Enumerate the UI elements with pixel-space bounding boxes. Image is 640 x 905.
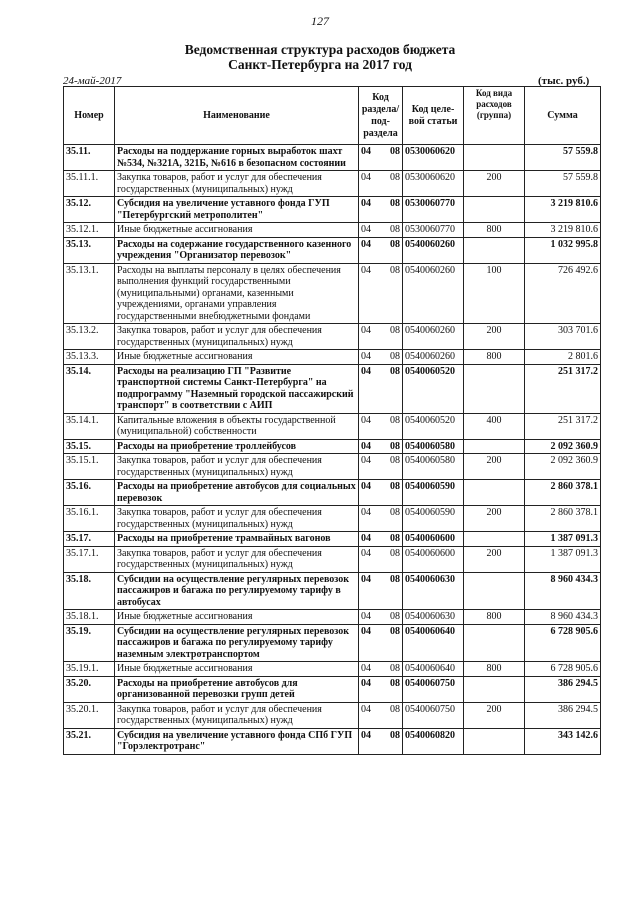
row-expense-type — [464, 237, 525, 263]
row-number: 35.11. — [64, 145, 115, 171]
row-number: 35.13.3. — [64, 350, 115, 365]
row-section: 04 — [361, 238, 371, 250]
row-name: Закупка товаров, работ и услуг для обеспечения государственных (муниципальных) нужд — [115, 171, 359, 197]
row-subsection: 08 — [390, 264, 400, 276]
row-subsection: 08 — [390, 198, 400, 209]
row-amount: 6 728 905.6 — [525, 624, 601, 662]
row-amount: 3 219 810.6 — [525, 197, 601, 223]
row-section-code — [359, 676, 403, 702]
row-number: 35.18. — [64, 572, 115, 610]
row-amount: 8 960 434.3 — [525, 572, 601, 610]
row-expense-type — [464, 145, 525, 171]
row-name: Закупка товаров, работ и услуг для обеспечения государственных (муниципальных) нужд — [115, 454, 359, 480]
row-amount: 386 294.5 — [525, 676, 601, 702]
row-amount: 251 317.2 — [525, 413, 601, 439]
row-number: 35.15. — [64, 439, 115, 454]
table-row — [64, 480, 601, 506]
row-subsection: 08 — [390, 440, 400, 452]
row-expense-type — [464, 480, 525, 506]
table-row — [64, 413, 601, 439]
row-expense-type: 400 — [464, 413, 525, 439]
row-target-code: 0540060640 — [403, 662, 464, 677]
row-target-code: 0540060260 — [403, 350, 464, 365]
row-amount: 57 559.8 — [525, 171, 601, 197]
row-expense-type: 100 — [464, 263, 525, 324]
row-number: 35.13. — [64, 237, 115, 263]
row-expense-type — [464, 624, 525, 662]
row-name: Расходы на приобретение автобусов для организованной перевозки групп детей — [115, 676, 359, 702]
units-label: (тыс. руб.) — [538, 75, 590, 87]
row-section: 04 — [361, 547, 371, 559]
row-name: Расходы на выплаты персоналу в целях обеспечения выполнения функций государственными (муниципальными) органами, казенными учреждениями, органами управления государственными внебюджетными фондами — [115, 263, 359, 324]
row-number: 35.15.1. — [64, 454, 115, 480]
row-target-code: 0540060640 — [403, 624, 464, 662]
row-section: 04 — [361, 146, 371, 157]
table-row — [64, 171, 601, 197]
row-section: 04 — [361, 625, 371, 637]
row-section-code — [359, 350, 403, 365]
row-subsection: 08 — [390, 351, 400, 362]
row-section: 04 — [361, 440, 371, 452]
row-name: Расходы на реализацию ГП "Развитие транспортной системы Санкт-Петербурга" на подпрограмму "Наземный городской пассажирский транспорт" в соответствии с АИП — [115, 364, 359, 413]
row-subsection: 08 — [390, 573, 400, 585]
table-row — [64, 728, 601, 754]
header-amount: Сумма — [525, 87, 601, 145]
row-target-code: 0530060770 — [403, 197, 464, 223]
table-row — [64, 610, 601, 625]
row-section-code — [359, 413, 403, 439]
table-row — [64, 702, 601, 728]
header-expense-type-code: Код вида расходов (группа) — [464, 87, 525, 145]
row-subsection: 08 — [390, 677, 400, 689]
row-target-code: 0530060620 — [403, 171, 464, 197]
row-name: Закупка товаров, работ и услуг для обеспечения государственных (муниципальных) нужд — [115, 546, 359, 572]
row-section: 04 — [361, 264, 371, 276]
row-target-code: 0540060630 — [403, 610, 464, 625]
row-subsection: 08 — [390, 455, 400, 466]
row-subsection: 08 — [390, 625, 400, 637]
row-section-code — [359, 624, 403, 662]
row-section: 04 — [361, 481, 371, 492]
row-name: Расходы на приобретение трамвайных вагонов — [115, 532, 359, 547]
table-row — [64, 532, 601, 547]
row-expense-type — [464, 197, 525, 223]
table-row — [64, 572, 601, 610]
row-section: 04 — [361, 414, 371, 426]
table-row — [64, 197, 601, 223]
row-section: 04 — [361, 198, 371, 209]
row-target-code: 0540060260 — [403, 324, 464, 350]
row-name: Расходы на приобретение троллейбусов — [115, 439, 359, 454]
row-target-code: 0540060580 — [403, 454, 464, 480]
row-expense-type: 800 — [464, 350, 525, 365]
row-number: 35.12. — [64, 197, 115, 223]
row-section: 04 — [361, 172, 371, 183]
document-title — [0, 42, 640, 72]
row-section: 04 — [361, 224, 371, 235]
row-section: 04 — [361, 455, 371, 466]
row-target-code: 0540060580 — [403, 439, 464, 454]
row-number: 35.19.1. — [64, 662, 115, 677]
row-amount: 6 728 905.6 — [525, 662, 601, 677]
row-target-code: 0540060260 — [403, 237, 464, 263]
table-row — [64, 364, 601, 413]
row-section-code — [359, 702, 403, 728]
row-section-code — [359, 145, 403, 171]
row-amount: 2 092 360.9 — [525, 454, 601, 480]
row-name: Закупка товаров, работ и услуг для обеспечения государственных (муниципальных) нужд — [115, 506, 359, 532]
row-subsection: 08 — [390, 611, 400, 622]
row-subsection: 08 — [390, 481, 400, 492]
row-subsection: 08 — [390, 729, 400, 741]
row-amount: 343 142.6 — [525, 728, 601, 754]
row-section: 04 — [361, 677, 371, 689]
table-row — [64, 350, 601, 365]
table-row — [64, 624, 601, 662]
row-subsection: 08 — [390, 507, 400, 518]
budget-table — [63, 86, 601, 755]
row-amount: 2 801.6 — [525, 350, 601, 365]
row-name: Иные бюджетные ассигнования — [115, 223, 359, 238]
row-amount: 2 860 378.1 — [525, 506, 601, 532]
title-line-2: Санкт-Петербурга на 2017 год — [228, 57, 412, 72]
table-row — [64, 546, 601, 572]
row-subsection: 08 — [390, 414, 400, 426]
table-row — [64, 237, 601, 263]
row-number: 35.11.1. — [64, 171, 115, 197]
row-expense-type — [464, 728, 525, 754]
table-row — [64, 439, 601, 454]
row-amount: 1 387 091.3 — [525, 532, 601, 547]
row-expense-type — [464, 676, 525, 702]
row-name: Иные бюджетные ассигнования — [115, 350, 359, 365]
row-subsection: 08 — [390, 703, 400, 715]
row-name: Субсидии на осуществление регулярных перевозок пассажиров и багажа по регулируемому тарифу в автобусах — [115, 572, 359, 610]
row-section-code — [359, 364, 403, 413]
table-row — [64, 506, 601, 532]
row-section: 04 — [361, 533, 371, 544]
row-amount: 8 960 434.3 — [525, 610, 601, 625]
row-number: 35.20.1. — [64, 702, 115, 728]
row-section-code — [359, 572, 403, 610]
row-subsection: 08 — [390, 325, 400, 336]
row-number: 35.17.1. — [64, 546, 115, 572]
row-target-code: 0540060520 — [403, 413, 464, 439]
row-name: Иные бюджетные ассигнования — [115, 662, 359, 677]
row-section-code — [359, 263, 403, 324]
title-line-1: Ведомственная структура расходов бюджета — [184, 42, 456, 57]
row-expense-type — [464, 364, 525, 413]
row-section-code — [359, 171, 403, 197]
table-row — [64, 324, 601, 350]
row-subsection: 08 — [390, 663, 400, 674]
row-expense-type: 200 — [464, 171, 525, 197]
row-section-code — [359, 610, 403, 625]
row-target-code: 0540060590 — [403, 506, 464, 532]
row-section: 04 — [361, 325, 371, 336]
row-section-code — [359, 454, 403, 480]
row-amount: 251 317.2 — [525, 364, 601, 413]
row-section-code — [359, 728, 403, 754]
header-number: Номер — [64, 87, 115, 145]
table-row — [64, 454, 601, 480]
row-amount: 3 219 810.6 — [525, 223, 601, 238]
row-section: 04 — [361, 703, 371, 715]
row-amount: 57 559.8 — [525, 145, 601, 171]
row-subsection: 08 — [390, 224, 400, 235]
row-name: Расходы на приобретение автобусов для социальных перевозок — [115, 480, 359, 506]
row-section-code — [359, 197, 403, 223]
row-section: 04 — [361, 365, 371, 377]
row-number: 35.12.1. — [64, 223, 115, 238]
row-expense-type: 800 — [464, 610, 525, 625]
row-section: 04 — [361, 663, 371, 674]
row-number: 35.17. — [64, 532, 115, 547]
row-section: 04 — [361, 611, 371, 622]
row-target-code: 0540060260 — [403, 263, 464, 324]
row-name: Капитальные вложения в объекты государственной (муниципальной) собственности — [115, 413, 359, 439]
table-row — [64, 223, 601, 238]
row-expense-type — [464, 439, 525, 454]
row-section: 04 — [361, 351, 371, 362]
row-number: 35.13.2. — [64, 324, 115, 350]
row-subsection: 08 — [390, 238, 400, 250]
row-section-code — [359, 237, 403, 263]
row-amount: 1 387 091.3 — [525, 546, 601, 572]
table-row — [64, 145, 601, 171]
row-target-code: 0540060750 — [403, 676, 464, 702]
row-target-code: 0530060770 — [403, 223, 464, 238]
row-number: 35.19. — [64, 624, 115, 662]
row-section-code — [359, 480, 403, 506]
row-subsection: 08 — [390, 146, 400, 157]
table-row — [64, 662, 601, 677]
row-name: Субсидия на увеличение уставного фонда ГУП "Петербургский метрополитен" — [115, 197, 359, 223]
row-amount: 2 092 360.9 — [525, 439, 601, 454]
row-number: 35.18.1. — [64, 610, 115, 625]
row-target-code: 0540060820 — [403, 728, 464, 754]
table-row — [64, 676, 601, 702]
row-section: 04 — [361, 729, 371, 741]
row-number: 35.14. — [64, 364, 115, 413]
row-subsection: 08 — [390, 172, 400, 183]
row-amount: 1 032 995.8 — [525, 237, 601, 263]
table-body — [64, 145, 601, 755]
row-name: Закупка товаров, работ и услуг для обеспечения государственных (муниципальных) нужд — [115, 702, 359, 728]
row-section: 04 — [361, 573, 371, 585]
row-number: 35.16. — [64, 480, 115, 506]
row-expense-type: 200 — [464, 324, 525, 350]
row-expense-type: 200 — [464, 546, 525, 572]
row-amount: 386 294.5 — [525, 702, 601, 728]
header-name: Наименование — [115, 87, 359, 145]
row-expense-type — [464, 572, 525, 610]
row-expense-type — [464, 532, 525, 547]
row-name: Расходы на содержание государственного казенного учреждения "Организатор перевозок" — [115, 237, 359, 263]
table-row — [64, 263, 601, 324]
row-section-code — [359, 324, 403, 350]
header-section-code: Код раздела/ под-раздела — [359, 87, 403, 145]
row-expense-type: 800 — [464, 662, 525, 677]
row-number: 35.21. — [64, 728, 115, 754]
row-number: 35.20. — [64, 676, 115, 702]
row-section-code — [359, 546, 403, 572]
row-target-code: 0540060590 — [403, 480, 464, 506]
row-target-code: 0540060630 — [403, 572, 464, 610]
row-section: 04 — [361, 507, 371, 518]
row-name: Субсидии на осуществление регулярных перевозок пассажиров и багажа по регулируемому тарифу наземным электротранспортом — [115, 624, 359, 662]
row-name: Закупка товаров, работ и услуг для обеспечения государственных (муниципальных) нужд — [115, 324, 359, 350]
row-amount: 726 492.6 — [525, 263, 601, 324]
row-target-code: 0540060750 — [403, 702, 464, 728]
row-expense-type: 800 — [464, 223, 525, 238]
row-section-code — [359, 223, 403, 238]
document-date: 24-май-2017 — [63, 75, 122, 87]
row-name: Расходы на поддержание горных выработок шахт №534, №321А, 321Б, №616 в безопасном состоянии — [115, 145, 359, 171]
row-target-code: 0540060600 — [403, 532, 464, 547]
row-subsection: 08 — [390, 533, 400, 544]
row-number: 35.16.1. — [64, 506, 115, 532]
row-section-code — [359, 662, 403, 677]
row-name: Субсидия на увеличение уставного фонда СПб ГУП "Горэлектротранс" — [115, 728, 359, 754]
row-expense-type: 200 — [464, 454, 525, 480]
page-number: 127 — [311, 14, 329, 28]
row-target-code: 0530060620 — [403, 145, 464, 171]
row-name: Иные бюджетные ассигнования — [115, 610, 359, 625]
row-expense-type: 200 — [464, 702, 525, 728]
header-target-code: Код целе-вой статьи — [403, 87, 464, 145]
row-section-code — [359, 532, 403, 547]
row-number: 35.14.1. — [64, 413, 115, 439]
row-target-code: 0540060600 — [403, 546, 464, 572]
row-expense-type: 200 — [464, 506, 525, 532]
row-amount: 303 701.6 — [525, 324, 601, 350]
row-amount: 2 860 378.1 — [525, 480, 601, 506]
row-target-code: 0540060520 — [403, 364, 464, 413]
row-subsection: 08 — [390, 547, 400, 559]
row-section-code — [359, 439, 403, 454]
row-number: 35.13.1. — [64, 263, 115, 324]
row-subsection: 08 — [390, 365, 400, 377]
row-section-code — [359, 506, 403, 532]
